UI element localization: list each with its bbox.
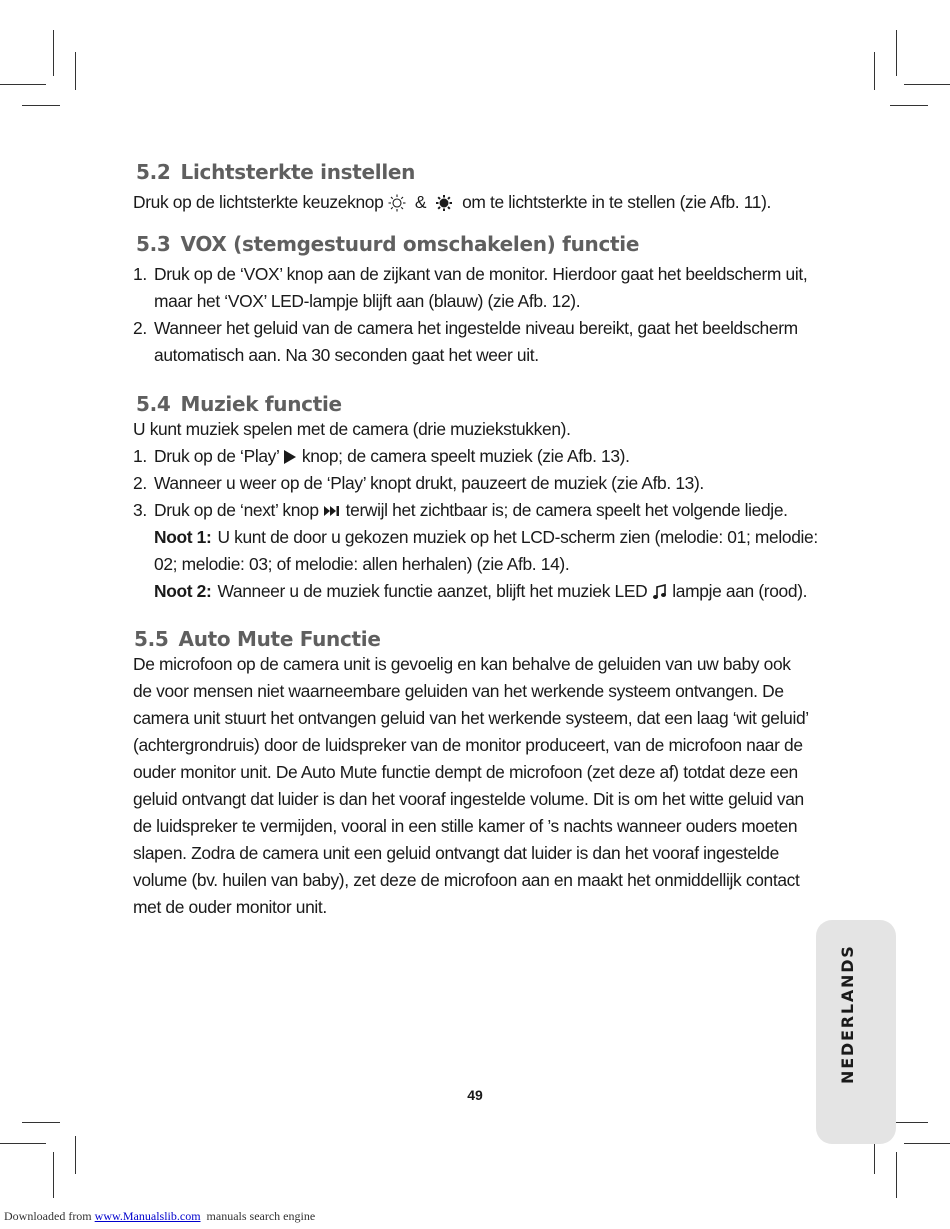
section-heading	[136, 160, 823, 184]
section-title: Lichtsterkte instellen	[180, 160, 416, 184]
section-title: Muziek functie	[180, 392, 342, 416]
manualslib-link[interactable]: www.Manualslib.com	[94, 1209, 201, 1223]
section-heading	[136, 232, 823, 256]
list-item: 1. Druk op de ‘Play’ knop; de camera speelt muziek (zie Afb. 13).	[133, 446, 630, 466]
language-tab-label: NEDERLANDS	[838, 944, 857, 1084]
paragraph: Druk op de lichtsterkte keuzeknop & om te lichtsterkte in te stellen (zie Afb. 11).	[133, 192, 772, 212]
paragraph: De microfoon op de camera unit is gevoelig en kan behalve de geluiden van uw baby ook de voor mensen niet waarneembare geluiden van het werkende systeem ontvangen. De camera unit stuurt het ontvangen geluid van het werkende systeem, dat een laag ‘wit geluid’ (achtergrondruis) door de luidspreker van de monitor produceert, van de microfoon naar de ouder monitor unit. De Auto Mute functie dempt de microfoon (zet deze af) totdat deze een geluid ontvangt dat luider is dan het vooraf ingestelde volume. Dit is om het witte geluid van de luidspreker te vermijden, vooral in een stille kamer of ’s nachts wanneer ouders moeten slapen. Zodra de camera unit een geluid ontvangt dat luider is dan het vooraf ingestelde volume (bv. huilen van baby), zet deze de microfoon aan en maakt het onmiddellijk contact met de ouder monitor unit.	[133, 654, 809, 917]
list-item: 3. Druk op de ‘next’ knop terwijl het zichtbaar is; de camera speelt het volgende liedje.	[133, 500, 788, 520]
section-title: VOX (stemgestuurd omschakelen) functie	[180, 232, 640, 256]
section-number: 5.2	[136, 160, 171, 184]
section-number: 5.3	[136, 232, 171, 256]
section-5-4	[133, 392, 823, 605]
section-5-3	[133, 232, 823, 369]
play-icon	[283, 449, 297, 465]
list-item: 2. Wanneer het geluid van de camera het ingestelde niveau bereikt, gaat het beeldscherm automatisch aan. Na 30 seconden gaat het weer uit.	[133, 318, 798, 365]
sun-solid-icon	[435, 194, 453, 212]
download-footer: Downloaded from www.Manualslib.com manuals search engine	[4, 1209, 316, 1223]
section-5-5	[133, 627, 823, 921]
sun-outline-icon	[388, 194, 406, 212]
next-track-icon	[323, 504, 341, 518]
section-heading	[134, 627, 823, 651]
paragraph: U kunt muziek spelen met de camera (drie muziekstukken).	[133, 419, 571, 439]
list-item: 2. Wanneer u weer op de ‘Play’ knopt drukt, pauzeert de muziek (zie Afb. 13).	[133, 473, 704, 493]
music-note-icon	[652, 584, 668, 600]
page-number: 49	[467, 1087, 483, 1103]
section-number: 5.5	[134, 627, 169, 651]
section-title: Auto Mute Functie	[178, 627, 381, 651]
section-number: 5.4	[136, 392, 171, 416]
list-item: 1. Druk op de ‘VOX’ knop aan de zijkant van de monitor. Hierdoor gaat het beeldscherm uit, maar het ‘VOX’ LED-lampje blijft aan (blauw) (zie Afb. 12).	[133, 264, 808, 311]
note: Noot 2: Wanneer u de muziek functie aanzet, blijft het muziek LED lampje aan (rood).	[154, 581, 808, 601]
section-heading	[136, 392, 823, 416]
manual-content	[133, 160, 823, 921]
section-5-2	[133, 160, 823, 216]
note: Noot 1: U kunt de door u gekozen muziek op het LCD-scherm zien (melodie: 01; melodie: 02; melodie: 03; of melodie: allen herhalen) (zie Afb. 14).	[154, 527, 818, 574]
